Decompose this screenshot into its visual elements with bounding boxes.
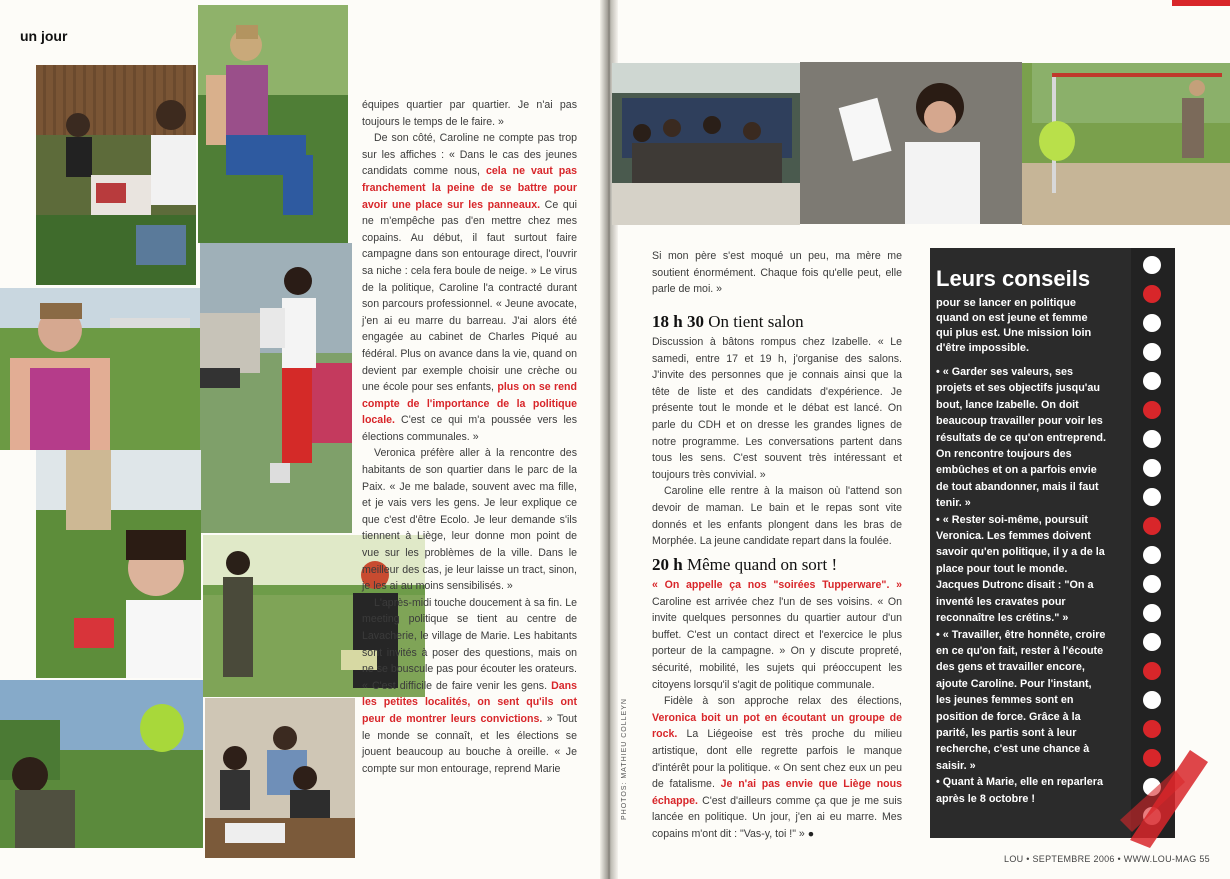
body-text: L'après-midi touche doucement à sa fin. Le meeting politique se tient au centre de Lavacherie, le village de Marie. Les habitants sont invités à poser des questions, mais on ne se bouscule pas pour écouter les orateurs. « C'est difficile de faire venir les gens.	[362, 596, 577, 692]
left-paragraph	[362, 445, 577, 594]
left-paragraph	[362, 595, 577, 778]
dot-icon	[1143, 691, 1161, 709]
body-text: C'est ce qui m'a poussée vers les élections communales. »	[362, 414, 577, 443]
dot-icon	[1143, 314, 1161, 332]
photo-woman-red-trousers	[200, 243, 352, 533]
highlight-text: plus on se rend compte de l'importance de la politique locale.	[362, 381, 577, 427]
dot-icon	[1143, 430, 1161, 448]
dot-icon	[1143, 256, 1161, 274]
advice-tip: • Quant à Marie, elle en reparlera après le 8 octobre !	[936, 776, 1104, 805]
dot-icon	[1143, 401, 1161, 419]
pull-quote-tupperware: « On appelle ça nos "soirées Tupperware". »	[652, 579, 902, 591]
subheading-20h	[652, 555, 837, 575]
page-footer: LOU • SEPTEMBRE 2006 • WWW.LOU-MAG 55	[1004, 854, 1210, 864]
dot-icon	[1143, 720, 1161, 738]
subheading-18h30	[652, 312, 804, 332]
body-text: équipes quartier par quartier. Je n'ai pas toujours le temps de le faire. »	[362, 99, 577, 128]
body-text: Veronica préfère aller à la rencontre des habitants de son quartier dans le parc de la Paix. « Je me balade, souvent avec ma fille, et je vais vers les gens. Je leur explique ce que c'est d'être Ecolo. Je leur demande s'ils tiennent à Liège, leur donne mon point de vue sur les problèmes de la ville. Dans le meilleur des cas, je leur laisse un tract, sinon, je les ai au moins sensibilisés. »	[362, 447, 577, 593]
photo-meeting-table	[205, 698, 355, 858]
photo-credit: PHOTOS: MATHIEU COLLEYN	[621, 698, 628, 820]
highlight-liege: Je n'ai pas envie que Liège nous échappe.	[652, 778, 902, 807]
photo-woman-pink-halter	[0, 288, 200, 450]
right-text-bottom	[652, 577, 902, 843]
dot-icon	[1143, 575, 1161, 593]
right-paragraph-2: Discussion à bâtons rompus chez Izabelle. « Le samedi, entre 17 et 19 h, j'organise des salons. J'invite des personnes que je connais ainsi que la tête de liste et des candidats d'expérience. Je présente tout le monde et le débat est lancé. On parle du CDH et on dresse les grandes lignes de notre programme. Les conversations partent dans tous les sens. C'est souvent très intéressant et toujours très convivial. »	[652, 336, 902, 481]
subheading-time: 18 h 30	[652, 312, 704, 331]
dot-icon	[1143, 517, 1161, 535]
right-paragraph-5c: C'est d'ailleurs comme ça que je me suis lancée en politique. Un jour, j'en ai eu marre. Mes copains m'ont dit : "Vas-y, toi !" »	[652, 794, 902, 840]
advice-tip: • « Travailler, être honnête, croire en ce qu'on fait, rester à l'écoute des gens et travailler encore, ajoute Caroline. Pour l'instant, les jeunes femmes sont en position de force. Grâce à la parité, les partis sont à leur recherche, c'est une chance à saisir. »	[936, 628, 1106, 772]
dot-icon	[1143, 372, 1161, 390]
subheading-title: On tient salon	[708, 312, 804, 331]
photo-woman-football-goal	[1022, 63, 1230, 225]
left-paragraph	[362, 130, 577, 445]
dot-icon	[1143, 604, 1161, 622]
photo-woman-balloon	[0, 680, 203, 848]
red-brush-slash-icon	[1120, 740, 1210, 850]
right-text-mid	[652, 334, 902, 550]
advice-tip: • « Garder ses valeurs, ses projets et ses objectifs jusqu'au bout, lance Izabelle. On doit beaucoup travailler pour voir les résultats de ce qu'on entreprend. On rencontre toujours des embûches et on a parfois envie de tout abandonner, mais il faut tenir. »	[936, 366, 1106, 510]
right-paragraph-3: Caroline elle rentre à la maison où l'attend son devoir de maman. Le bain et le repas sont vite donnés et les enfants plongent dans les bras de Morphée. La jeune candidate repart dans la foulée.	[652, 485, 902, 548]
body-text: Ce qui ne m'empêche pas d'en mettre chez mes copains. Au début, il faut surtout faire campagne dans son entourage direct, l'ouvrir sa niche : cela fera boule de neige. » Le virus de la politique, Caroline l'a contracté durant son parcours professionnel. « Jeune avocate, j'en ai eu marre du barreau. J'ai alors été engagée au cabinet de Charles Piqué au fédéral. Plus on avance dans la vie, quand on devient par exemple choisir une crèche ou une école pour ses enfants,	[362, 198, 577, 394]
photo-woman-with-leaflets	[800, 62, 1022, 224]
dot-icon	[1143, 343, 1161, 361]
highlight-text: Dans les petites localités, on sent qu'ils ont peur de montrer leurs convictions.	[362, 679, 577, 725]
end-mark-icon: ●	[807, 827, 815, 840]
advice-tip: • « Rester soi-même, poursuit Veronica. Les femmes doivent savoir qu'en politique, il y a de la place pour tout le monde. Jacques Dutronc disait : "On a inventé les cravates pour reconnaître les crétins." »	[936, 513, 1105, 625]
subheading-time: 20 h	[652, 555, 683, 574]
body-text: » Tout le monde se connaît, et les élections se jouent beaucoup au bouche à oreille. « Je compte sur mon entourage, reprend Marie	[362, 712, 577, 775]
corner-red-bar	[1172, 0, 1230, 6]
body-text: De son côté, Caroline ne compte pas trop sur les affiches : « Dans le cas des jeunes candidats comme nous,	[362, 132, 577, 178]
photo-couple-reading	[36, 65, 196, 285]
right-paragraph-4: Caroline est arrivée chez l'un de ses voisins. « On invite quelques personnes du quartier autour d'un buffet. C'est un contact direct et l'exercice le plus porteur de la campagne. » On y discute propreté, sécurité, mobilité, les sujets qui préoccupent les citoyens lorsqu'il s'agit de politique communale.	[652, 595, 902, 691]
dot-icon	[1143, 488, 1161, 506]
left-text-column	[362, 97, 577, 777]
dot-icon	[1143, 459, 1161, 477]
photo-woman-holding-cards	[36, 450, 201, 678]
highlight-veronica: Veronica boit un pot en écoutant un groupe de rock.	[652, 711, 902, 741]
advice-box-title: Leurs conseils	[936, 266, 1091, 291]
highlight-text: cela ne vaut pas franchement la peine de se battre pour avoir une place sur les panneaux.	[362, 165, 577, 211]
right-paragraph-5a: Fidèle à son approche relax des élections,	[664, 695, 902, 708]
photo-woman-purple-top	[198, 5, 348, 243]
advice-box-intro: pour se lancer en politique quand on est jeune et femme qui plus est. Une mission loin d'être impossible.	[936, 297, 1092, 354]
left-paragraph	[362, 97, 577, 130]
dot-icon	[1143, 662, 1161, 680]
photo-salon-group	[612, 63, 800, 225]
right-paragraph-5b: La Liégeoise est très proche du milieu artistique, dont elle regrette parfois le manque d'intérêt pour la politique. « On sent chez eux un peu de fatalisme.	[652, 728, 902, 791]
subheading-title: Même quand on sort !	[686, 555, 838, 574]
dot-icon	[1143, 633, 1161, 651]
dot-icon	[1143, 546, 1161, 564]
advice-box-tips	[936, 364, 1108, 807]
section-tag: un jour	[20, 28, 68, 44]
right-text-top	[652, 248, 902, 298]
right-paragraph-1: Si mon père s'est moqué un peu, ma mère me soutient énormément. Chaque fois qu'elle peut, elle parle de moi. »	[652, 250, 902, 296]
dot-icon	[1143, 285, 1161, 303]
